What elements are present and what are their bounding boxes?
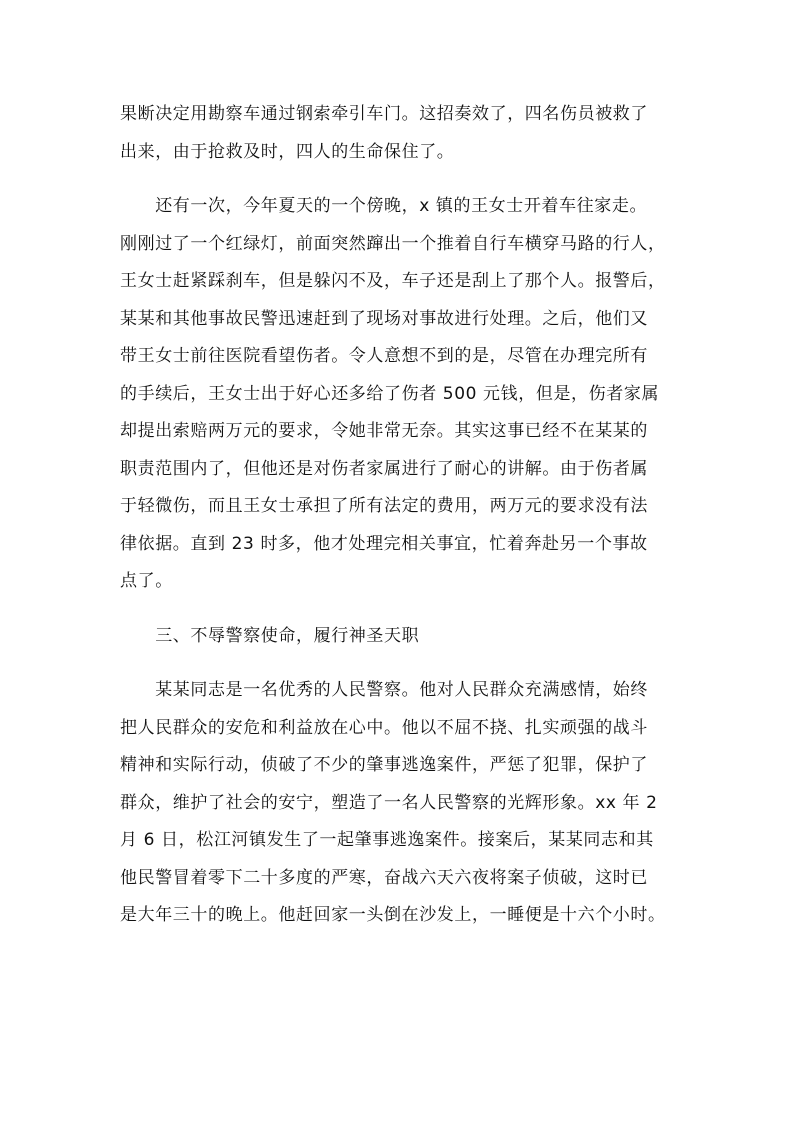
text-line: 出来，由于抢救及时，四人的生命保住了。	[120, 141, 455, 162]
text-line: 把人民群众的安危和利益放在心中。他以不屈不挠、扎实顽强的战斗	[120, 717, 648, 738]
section-heading-text: 三、不辱警察使命，履行神圣天职	[120, 625, 420, 646]
document-page	[120, 96, 680, 952]
text-line: 刚刚过了一个红绿灯，前面突然蹿出一个推着自行车横穿马路的行人，	[120, 233, 666, 254]
text-line: 某某同志是一名优秀的人民警察。他对人民群众充满感情，始终	[120, 680, 648, 700]
text-line: 某某和其他事故民警迅速赶到了现场对事故进行处理。之后，他们又	[120, 308, 648, 329]
paragraph-1	[120, 96, 680, 171]
text-line: 的手续后，王女士出于好心还多给了伤者 500 元钱，但是，伤者家属	[120, 383, 660, 404]
section-heading	[120, 618, 680, 656]
paragraph-3	[120, 672, 680, 935]
text-line: 职责范围内了，但他还是对伤者家属进行了耐心的讲解。由于伤者属	[120, 458, 648, 479]
text-line: 是大年三十的晚上。他赶回家一头倒在沙发上，一睡便是十六个小时。	[120, 905, 666, 925]
text-line: 月 6 日，松江河镇发生了一起肇事逃逸案件。接案后，某某同志和其	[120, 830, 654, 850]
text-line: 带王女士前往医院看望伤者。令人意想不到的是，尽管在办理完所有	[120, 346, 648, 366]
text-line: 他民警冒着零下二十多度的严寒，奋战六天六夜将案子侦破，这时已	[120, 867, 648, 888]
text-line: 果断决定用勘察车通过钢索牵引车门。这招奏效了，四名伤员被救了	[120, 104, 648, 124]
text-line: 却提出索赔两万元的要求，令她非常无奈。其实这事已经不在某某的	[120, 421, 648, 441]
text-line: 还有一次，今年夏天的一个傍晚，x 镇的王女士开着车往家走。	[120, 196, 648, 216]
text-line: 王女士赶紧踩刹车，但是躲闪不及，车子还是刮上了那个人。报警后，	[120, 271, 666, 291]
text-line: 群众，维护了社会的安宁，塑造了一名人民警察的光辉形象。xx 年 2	[120, 792, 658, 813]
text-line: 精神和实际行动，侦破了不少的肇事逃逸案件，严惩了犯罪，保护了	[120, 755, 648, 775]
text-line: 律依据。直到 23 时多，他才处理完相关事宜，忙着奔赴另一个事故	[120, 533, 648, 554]
paragraph-2	[120, 188, 680, 601]
text-line: 点了。	[120, 571, 173, 591]
text-line: 于轻微伤，而且王女士承担了所有法定的费用，两万元的要求没有法	[120, 496, 648, 516]
